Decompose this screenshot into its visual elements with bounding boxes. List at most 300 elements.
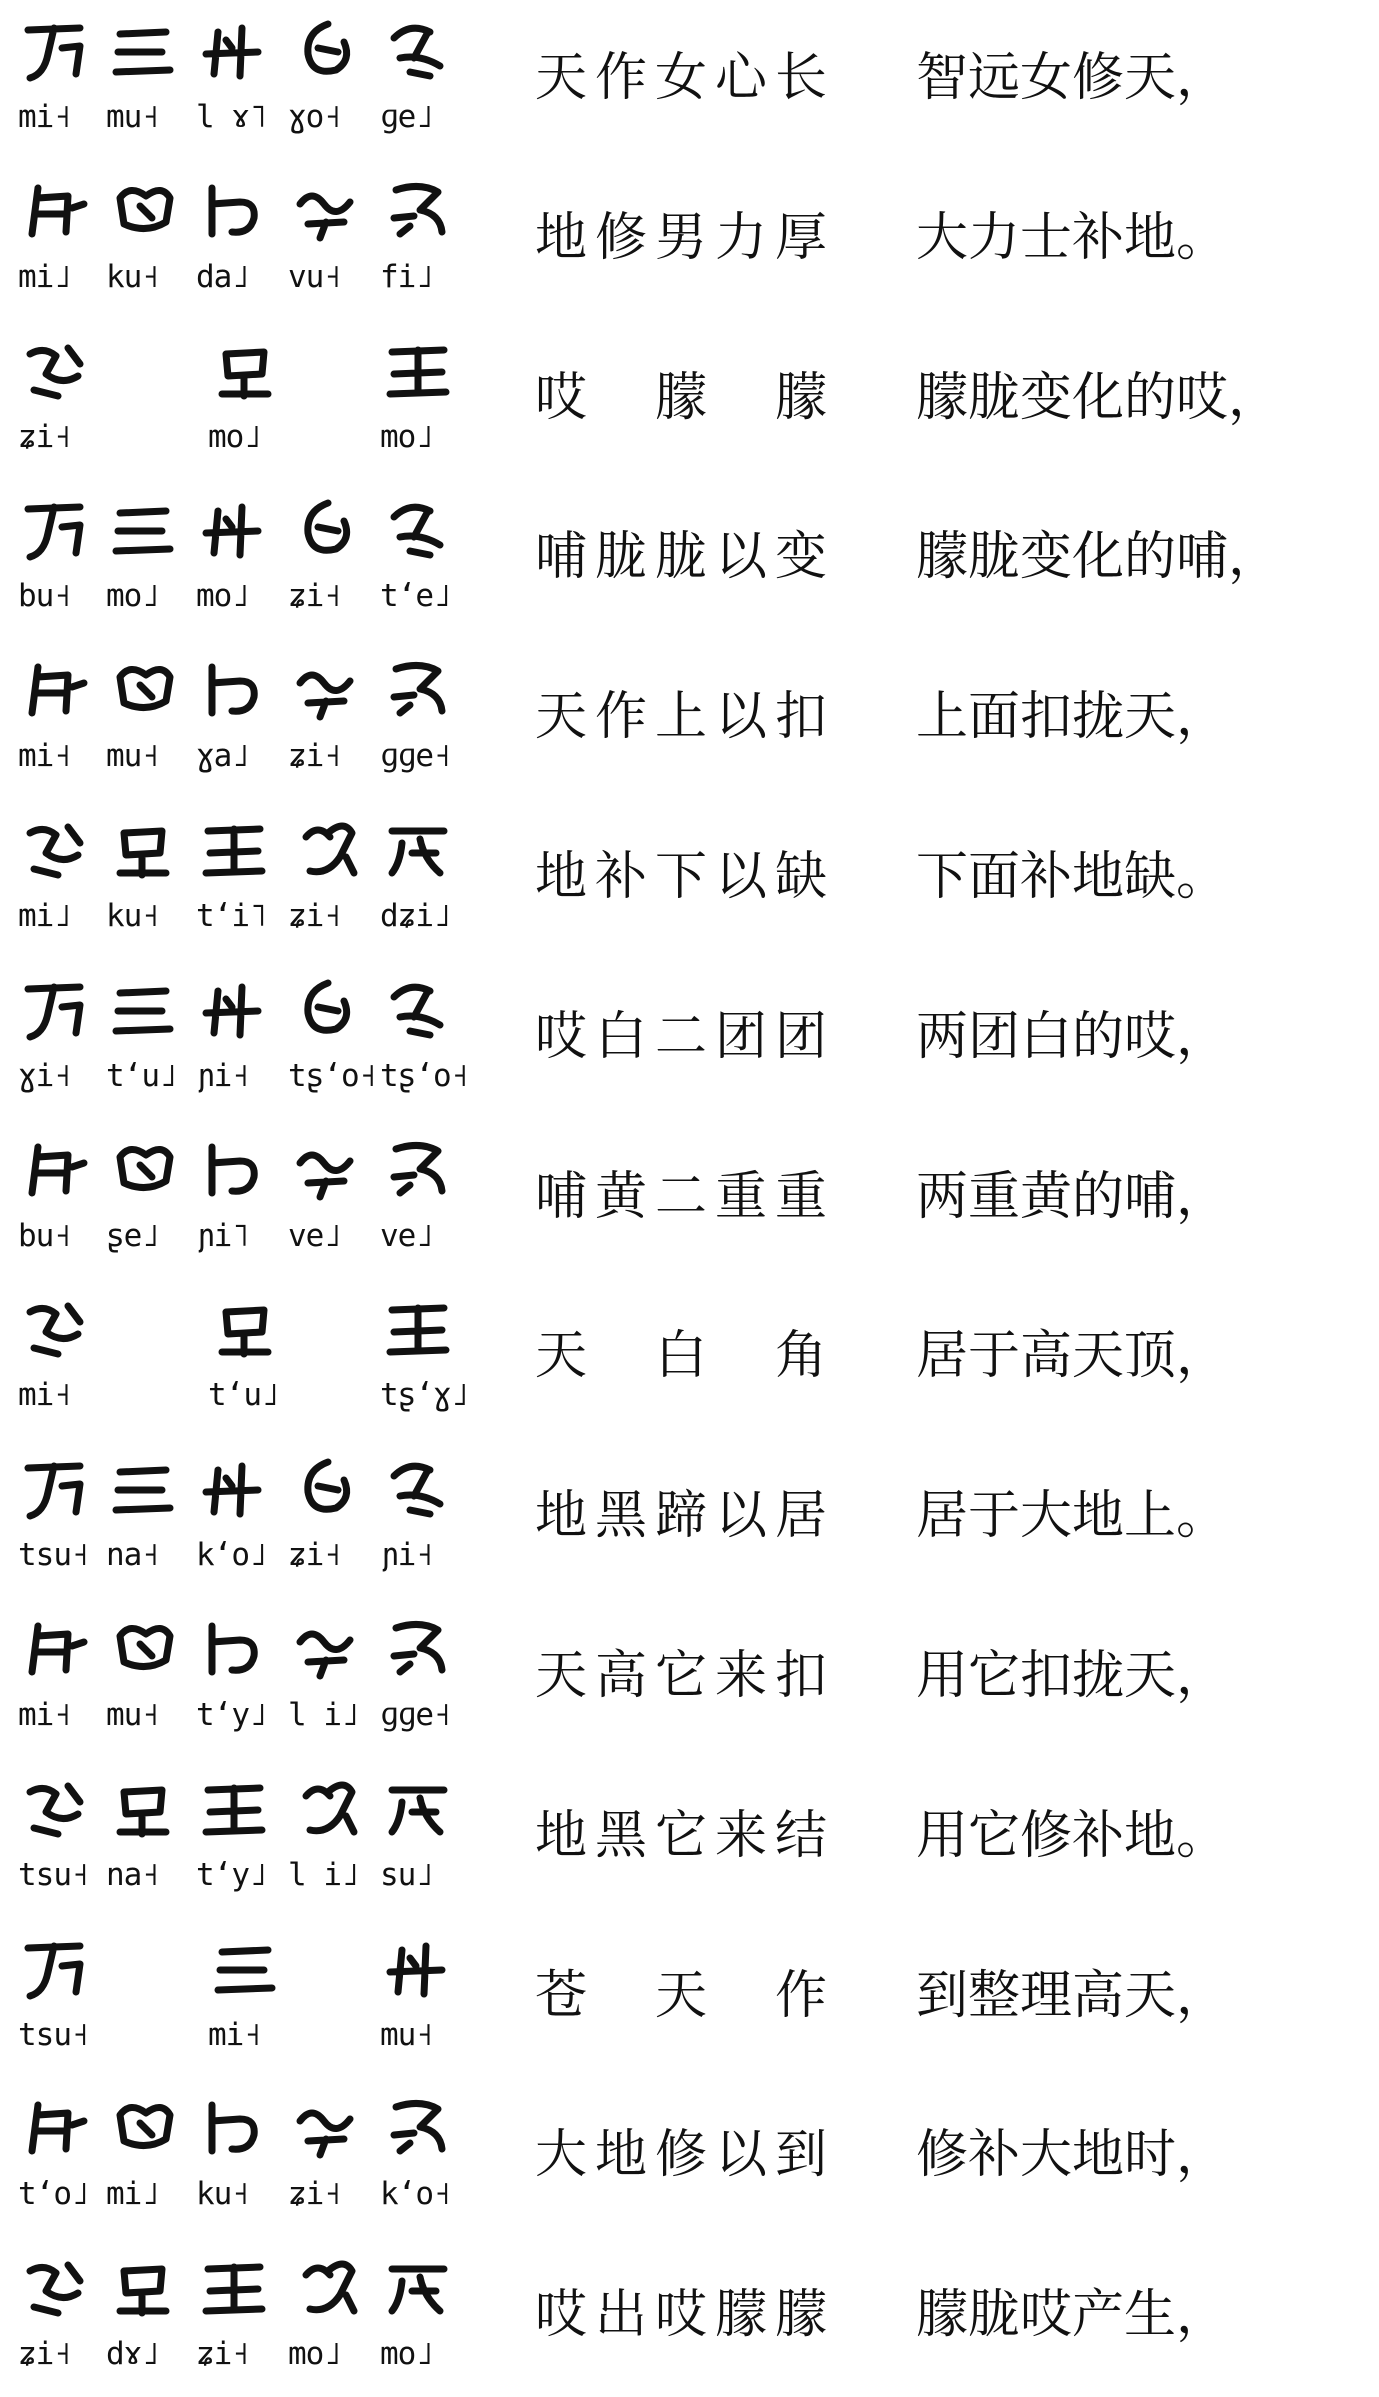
yi-glyph-drawing bbox=[18, 1452, 98, 1524]
gloss-character: 女 bbox=[654, 48, 709, 108]
yi-glyph-drawing bbox=[288, 1452, 368, 1524]
yi-line-block bbox=[18, 1292, 469, 1432]
romanization-syllable: mu˧ bbox=[380, 2016, 433, 2053]
yi-glyph bbox=[288, 2091, 368, 2163]
yi-glyph bbox=[18, 1772, 98, 1844]
chinese-gloss bbox=[532, 1165, 862, 1229]
romanization-syllable: tsu˧ bbox=[18, 1537, 89, 1574]
yi-glyph bbox=[380, 14, 460, 86]
verse-row bbox=[0, 639, 1379, 799]
yi-glyph bbox=[208, 334, 288, 406]
yi-glyph-line bbox=[18, 14, 458, 86]
romanization-syllable: mo˩ bbox=[106, 578, 159, 615]
romanization-syllable: su˩ bbox=[380, 1856, 433, 1893]
chinese-translation: 居于高天顶， bbox=[916, 1326, 1229, 1387]
yi-glyph bbox=[380, 2251, 460, 2323]
yi-glyph bbox=[380, 1612, 460, 1684]
yi-glyph-drawing bbox=[106, 1133, 186, 1205]
yi-glyph-drawing bbox=[208, 1292, 288, 1364]
romanization-syllable: mi˩ bbox=[18, 258, 71, 295]
romanization-line bbox=[18, 573, 458, 619]
gloss-character: 黑 bbox=[594, 1486, 649, 1547]
yi-glyph bbox=[288, 174, 368, 246]
yi-glyph-drawing bbox=[380, 334, 460, 406]
yi-glyph-drawing bbox=[288, 2091, 368, 2163]
yi-glyph bbox=[288, 2251, 368, 2323]
yi-glyph-line bbox=[18, 813, 458, 885]
yi-glyph-line bbox=[18, 653, 458, 725]
gloss-character: 天 bbox=[534, 48, 589, 108]
yi-glyph bbox=[380, 653, 460, 725]
yi-glyph-drawing bbox=[18, 653, 98, 725]
yi-glyph-drawing bbox=[18, 1292, 98, 1364]
yi-glyph bbox=[18, 14, 98, 86]
gloss-character: 白 bbox=[654, 1326, 709, 1387]
chinese-gloss bbox=[532, 845, 862, 909]
yi-glyph-drawing bbox=[106, 2251, 186, 2323]
yi-line-block bbox=[18, 1133, 458, 1273]
yi-glyph bbox=[106, 1133, 186, 1205]
gloss-character: 到 bbox=[774, 2125, 829, 2186]
yi-line-block bbox=[18, 813, 458, 953]
yi-glyph bbox=[18, 174, 98, 246]
yi-glyph bbox=[380, 174, 460, 246]
yi-glyph-drawing bbox=[380, 493, 460, 565]
romanization-syllable: ʑi˧ bbox=[18, 2336, 71, 2373]
yi-glyph-drawing bbox=[380, 1772, 460, 1844]
gloss-character: 地 bbox=[534, 1486, 589, 1547]
gloss-character: 居 bbox=[774, 1486, 829, 1547]
yi-glyph-drawing bbox=[18, 1932, 98, 2004]
chinese-translation: 用它扣拢天， bbox=[916, 1646, 1229, 1706]
yi-glyph-line bbox=[18, 2251, 458, 2323]
yi-glyph-drawing bbox=[106, 493, 186, 565]
romanization-syllable: tsu˧ bbox=[18, 2016, 89, 2053]
yi-glyph bbox=[288, 973, 368, 1045]
gloss-character: 修 bbox=[654, 2125, 709, 2186]
romanization-syllable: ʑi˧ bbox=[196, 2336, 249, 2373]
romanization-syllable: dʑi˩ bbox=[380, 898, 451, 934]
romanization-syllable: mi˧ bbox=[18, 738, 71, 775]
romanization-line bbox=[18, 1532, 458, 1578]
gloss-character: 哺 bbox=[534, 1166, 589, 1227]
yi-line-block bbox=[18, 2091, 458, 2231]
romanization-syllable: vu˧ bbox=[288, 258, 341, 295]
gloss-character: 朦 bbox=[774, 2285, 829, 2346]
yi-glyph bbox=[106, 1772, 186, 1844]
yi-glyph bbox=[196, 1772, 276, 1844]
romanization-syllable: na˧ bbox=[106, 1537, 159, 1574]
yi-line-block bbox=[18, 653, 458, 793]
verse-row bbox=[0, 2237, 1379, 2397]
yi-glyph bbox=[106, 174, 186, 246]
chinese-gloss bbox=[532, 1964, 862, 2028]
romanization-syllable: tʻo˩ bbox=[18, 2176, 89, 2213]
gloss-character: 重 bbox=[714, 1166, 769, 1227]
yi-glyph-drawing bbox=[196, 174, 276, 246]
yi-glyph-drawing bbox=[288, 493, 368, 565]
romanization-syllable: ʑi˧ bbox=[288, 578, 341, 615]
romanization-syllable: tʻy˩ bbox=[196, 1856, 267, 1893]
yi-glyph-drawing bbox=[106, 813, 186, 885]
verse-row bbox=[0, 479, 1379, 639]
gloss-character: 哎 bbox=[534, 367, 589, 428]
yi-glyph-drawing bbox=[380, 1932, 460, 2004]
yi-glyph bbox=[18, 1292, 98, 1364]
romanization-line bbox=[18, 2012, 458, 2058]
yi-glyph bbox=[380, 1772, 460, 1844]
yi-glyph-drawing bbox=[18, 1612, 98, 1684]
yi-glyph-drawing bbox=[380, 1452, 460, 1524]
yi-glyph-drawing bbox=[380, 2251, 460, 2323]
romanization-syllable: ɡe˩ bbox=[380, 99, 433, 135]
chinese-gloss bbox=[532, 2123, 862, 2187]
yi-glyph-line bbox=[18, 1932, 458, 2004]
yi-glyph-drawing bbox=[18, 2091, 98, 2163]
romanization-syllable: ve˩ bbox=[288, 1217, 341, 1254]
chinese-translation: 居于大地上。 bbox=[916, 1486, 1229, 1547]
yi-line-block bbox=[18, 1932, 458, 2072]
yi-glyph-drawing bbox=[208, 1932, 288, 2004]
romanization-syllable: tʻy˩ bbox=[196, 1697, 267, 1733]
yi-glyph-drawing bbox=[106, 2091, 186, 2163]
yi-glyph-drawing bbox=[196, 1612, 276, 1684]
romanization-syllable: ku˧ bbox=[106, 898, 159, 934]
gloss-character: 变 bbox=[774, 527, 829, 588]
gloss-character: 长 bbox=[774, 48, 829, 108]
yi-glyph-drawing bbox=[196, 2251, 276, 2323]
romanization-syllable: ʑi˧ bbox=[288, 2176, 341, 2213]
yi-glyph bbox=[380, 493, 460, 565]
verse-row bbox=[0, 160, 1379, 320]
yi-glyph bbox=[288, 1772, 368, 1844]
yi-glyph bbox=[18, 2251, 98, 2323]
romanization-syllable: ɲi˥ bbox=[196, 1217, 249, 1254]
chinese-translation: 智远女修天， bbox=[916, 48, 1229, 108]
verse-row bbox=[0, 1758, 1379, 1918]
romanization-syllable: mi˧ bbox=[18, 1697, 71, 1733]
yi-glyph bbox=[106, 14, 186, 86]
yi-glyph-drawing bbox=[106, 174, 186, 246]
yi-glyph-line bbox=[18, 1772, 458, 1844]
gloss-character: 修 bbox=[594, 207, 649, 268]
romanization-syllable: ʂe˩ bbox=[106, 1217, 159, 1254]
romanization-syllable: bu˧ bbox=[18, 578, 71, 615]
yi-glyph bbox=[196, 14, 276, 86]
yi-glyph-drawing bbox=[288, 1612, 368, 1684]
romanization-syllable: tsu˧ bbox=[18, 1856, 89, 1893]
yi-glyph-drawing bbox=[288, 14, 368, 86]
yi-glyph-line bbox=[18, 2091, 458, 2163]
romanization-line bbox=[18, 2171, 458, 2217]
gloss-character: 地 bbox=[534, 1805, 589, 1866]
yi-glyph bbox=[18, 1133, 98, 1205]
gloss-character: 哎 bbox=[654, 2285, 709, 2346]
yi-glyph bbox=[288, 653, 368, 725]
chinese-gloss bbox=[532, 46, 862, 110]
romanization-line bbox=[18, 254, 458, 300]
gloss-character: 朦 bbox=[774, 367, 829, 428]
yi-glyph bbox=[106, 1612, 186, 1684]
gloss-character: 扣 bbox=[774, 1646, 829, 1706]
gloss-character: 二 bbox=[654, 1166, 709, 1227]
yi-glyph-drawing bbox=[18, 334, 98, 406]
chinese-gloss bbox=[532, 685, 862, 749]
yi-glyph bbox=[18, 2091, 98, 2163]
yi-glyph-drawing bbox=[18, 2251, 98, 2323]
yi-glyph-drawing bbox=[196, 653, 276, 725]
gloss-character: 地 bbox=[534, 847, 589, 907]
yi-glyph-line bbox=[18, 493, 458, 565]
gloss-character: 天 bbox=[534, 1646, 589, 1706]
gloss-character: 男 bbox=[654, 207, 709, 268]
yi-glyph bbox=[380, 1932, 460, 2004]
romanization-syllable: ɡɡe˧ bbox=[380, 738, 451, 775]
romanization-syllable: mi˧ bbox=[18, 1377, 71, 1414]
chinese-gloss bbox=[532, 1484, 862, 1548]
verse-row bbox=[0, 2077, 1379, 2237]
yi-glyph bbox=[196, 493, 276, 565]
gloss-character: 二 bbox=[654, 1006, 709, 1067]
gloss-character: 哎 bbox=[534, 1006, 589, 1067]
romanization-syllable: ɣi˧ bbox=[18, 1057, 71, 1094]
gloss-character: 作 bbox=[594, 48, 649, 108]
gloss-character: 天 bbox=[654, 1965, 709, 2026]
yi-glyph bbox=[106, 973, 186, 1045]
yi-glyph bbox=[106, 493, 186, 565]
romanization-syllable: mu˧ bbox=[106, 99, 159, 135]
romanization-syllable: mo˩ bbox=[288, 2336, 341, 2373]
yi-glyph-drawing bbox=[106, 1612, 186, 1684]
gloss-character: 黄 bbox=[594, 1166, 649, 1227]
romanization-syllable: l i˩ bbox=[288, 1697, 359, 1733]
yi-glyph-drawing bbox=[208, 334, 288, 406]
yi-glyph bbox=[18, 493, 98, 565]
gloss-character: 出 bbox=[594, 2285, 649, 2346]
gloss-character: 朦 bbox=[714, 2285, 769, 2346]
yi-glyph bbox=[196, 174, 276, 246]
verse-row bbox=[0, 0, 1379, 160]
verse-row bbox=[0, 799, 1379, 959]
gloss-character: 以 bbox=[714, 527, 769, 588]
romanization-syllable: ɡɡe˧ bbox=[380, 1697, 451, 1733]
yi-glyph-line bbox=[18, 1292, 458, 1364]
romanization-syllable: mi˩ bbox=[106, 2176, 159, 2213]
chinese-translation: 上面扣拢天， bbox=[916, 687, 1229, 748]
romanization-syllable: ʑi˧ bbox=[18, 418, 71, 455]
romanization-syllable: ɣa˩ bbox=[196, 738, 249, 775]
yi-glyph-line bbox=[18, 174, 458, 246]
gloss-character: 它 bbox=[654, 1805, 709, 1866]
yi-glyph bbox=[18, 973, 98, 1045]
gloss-character: 地 bbox=[594, 2125, 649, 2186]
chinese-gloss bbox=[532, 366, 862, 430]
chinese-translation: 朦胧哎产生， bbox=[916, 2285, 1229, 2346]
romanization-syllable: mo˩ bbox=[208, 418, 261, 455]
chinese-gloss bbox=[532, 1324, 862, 1388]
romanization-syllable: tʂʻɣ˩ bbox=[380, 1377, 469, 1414]
gloss-character: 高 bbox=[594, 1646, 649, 1706]
romanization-line bbox=[18, 893, 458, 939]
romanization-line bbox=[18, 1372, 469, 1418]
chinese-translation: 两重黄的哺， bbox=[916, 1166, 1229, 1227]
romanization-syllable: l ɤ˥ bbox=[196, 99, 267, 135]
yi-line-block bbox=[18, 334, 458, 474]
yi-glyph bbox=[208, 1292, 288, 1364]
yi-glyph-drawing bbox=[380, 813, 460, 885]
yi-glyph bbox=[288, 1133, 368, 1205]
yi-glyph-drawing bbox=[18, 1772, 98, 1844]
yi-glyph-drawing bbox=[18, 973, 98, 1045]
chinese-gloss bbox=[532, 1644, 862, 1708]
romanization-syllable: tʂʻo˧ bbox=[288, 1057, 377, 1094]
romanization-syllable: tʻe˩ bbox=[380, 578, 451, 615]
gloss-character: 力 bbox=[714, 207, 769, 268]
yi-glyph-drawing bbox=[196, 493, 276, 565]
gloss-character: 扣 bbox=[774, 687, 829, 748]
gloss-character: 白 bbox=[594, 1006, 649, 1067]
yi-line-block bbox=[18, 14, 458, 154]
romanization-syllable: kʻo˩ bbox=[196, 1537, 267, 1574]
yi-glyph bbox=[196, 2251, 276, 2323]
gloss-character: 团 bbox=[714, 1006, 769, 1067]
yi-glyph bbox=[106, 2251, 186, 2323]
yi-glyph-drawing bbox=[196, 973, 276, 1045]
chinese-translation: 两团白的哎， bbox=[916, 1006, 1229, 1067]
verse-row bbox=[0, 959, 1379, 1119]
gloss-character: 角 bbox=[774, 1326, 829, 1387]
romanization-syllable: ku˧ bbox=[196, 2176, 249, 2213]
romanization-syllable: mu˧ bbox=[106, 738, 159, 775]
yi-glyph bbox=[196, 1452, 276, 1524]
gloss-character: 来 bbox=[714, 1805, 769, 1866]
romanization-syllable: ɲi˧ bbox=[380, 1537, 433, 1574]
chinese-translation: 朦胧变化的哎， bbox=[916, 367, 1281, 428]
yi-glyph-drawing bbox=[380, 653, 460, 725]
gloss-character: 天 bbox=[534, 687, 589, 748]
yi-line-block bbox=[18, 973, 469, 1113]
romanization-syllable: mo˩ bbox=[196, 578, 249, 615]
gloss-character: 来 bbox=[714, 1646, 769, 1706]
yi-glyph bbox=[380, 1452, 460, 1524]
romanization-syllable: mo˩ bbox=[380, 418, 433, 455]
romanization-syllable: mi˧ bbox=[18, 99, 71, 135]
gloss-character: 以 bbox=[714, 687, 769, 748]
yi-glyph-drawing bbox=[380, 2091, 460, 2163]
yi-glyph-line bbox=[18, 1133, 458, 1205]
yi-line-block bbox=[18, 1772, 458, 1912]
romanization-line bbox=[18, 2331, 458, 2377]
gloss-character: 缺 bbox=[774, 847, 829, 907]
gloss-character: 团 bbox=[774, 1006, 829, 1067]
yi-glyph-line bbox=[18, 334, 458, 406]
romanization-syllable: ʑi˧ bbox=[288, 738, 341, 775]
verse-row bbox=[0, 1438, 1379, 1598]
yi-glyph bbox=[380, 813, 460, 885]
yi-glyph bbox=[208, 1932, 288, 2004]
gloss-character: 它 bbox=[654, 1646, 709, 1706]
yi-glyph bbox=[18, 1452, 98, 1524]
gloss-character: 哎 bbox=[534, 2285, 589, 2346]
gloss-character: 天 bbox=[534, 1326, 589, 1387]
gloss-character: 蹄 bbox=[654, 1486, 709, 1547]
romanization-syllable: tʻi˥ bbox=[196, 898, 267, 934]
yi-glyph bbox=[288, 1452, 368, 1524]
yi-glyph-drawing bbox=[106, 1452, 186, 1524]
romanization-syllable: tʂʻo˧ bbox=[380, 1057, 469, 1094]
gloss-character: 哺 bbox=[534, 527, 589, 588]
yi-glyph bbox=[380, 1133, 460, 1205]
yi-glyph bbox=[288, 493, 368, 565]
gloss-character: 胧 bbox=[594, 527, 649, 588]
chinese-gloss bbox=[532, 2283, 862, 2347]
chinese-translation: 朦胧变化的哺， bbox=[916, 527, 1281, 588]
yi-glyph bbox=[196, 2091, 276, 2163]
chinese-translation: 用它修补地。 bbox=[916, 1805, 1229, 1866]
yi-glyph bbox=[380, 334, 460, 406]
yi-glyph bbox=[18, 1932, 98, 2004]
yi-glyph bbox=[196, 813, 276, 885]
romanization-line bbox=[18, 1692, 458, 1738]
yi-line-block bbox=[18, 2251, 458, 2391]
gloss-character: 以 bbox=[714, 847, 769, 907]
yi-glyph-drawing bbox=[196, 2091, 276, 2163]
yi-glyph-drawing bbox=[18, 14, 98, 86]
yi-glyph-drawing bbox=[288, 2251, 368, 2323]
yi-glyph-drawing bbox=[18, 813, 98, 885]
romanization-syllable: ʑi˧ bbox=[288, 1537, 341, 1574]
yi-glyph-drawing bbox=[288, 1133, 368, 1205]
verse-row bbox=[0, 1278, 1379, 1438]
gloss-character: 朦 bbox=[654, 367, 709, 428]
yi-glyph bbox=[18, 1612, 98, 1684]
romanization-syllable: dɤ˩ bbox=[106, 2336, 159, 2373]
chinese-gloss bbox=[532, 206, 862, 270]
yi-glyph bbox=[106, 1452, 186, 1524]
chinese-gloss bbox=[532, 1804, 862, 1868]
yi-glyph bbox=[196, 1612, 276, 1684]
romanization-line bbox=[18, 94, 458, 140]
romanization-line bbox=[18, 414, 458, 460]
yi-glyph-drawing bbox=[196, 1772, 276, 1844]
yi-glyph-drawing bbox=[288, 1772, 368, 1844]
yi-glyph bbox=[380, 2091, 460, 2163]
gloss-character: 地 bbox=[534, 207, 589, 268]
romanization-syllable: kʻo˧ bbox=[380, 2176, 451, 2213]
yi-glyph bbox=[106, 653, 186, 725]
yi-glyph bbox=[18, 653, 98, 725]
romanization-syllable: mi˧ bbox=[208, 2016, 261, 2053]
verse-row bbox=[0, 1119, 1379, 1279]
gloss-character: 下 bbox=[654, 847, 709, 907]
yi-glyph-drawing bbox=[18, 174, 98, 246]
yi-glyph bbox=[380, 1292, 460, 1364]
yi-glyph-drawing bbox=[380, 1133, 460, 1205]
yi-glyph-drawing bbox=[288, 653, 368, 725]
yi-glyph-line bbox=[18, 1612, 458, 1684]
chinese-translation: 大力士补地。 bbox=[916, 207, 1229, 268]
chinese-translation: 下面补地缺。 bbox=[916, 847, 1229, 907]
romanization-syllable: mi˩ bbox=[18, 898, 71, 934]
yi-glyph-drawing bbox=[196, 1133, 276, 1205]
yi-line-block bbox=[18, 1612, 458, 1752]
yi-glyph-drawing bbox=[288, 973, 368, 1045]
gloss-character: 厚 bbox=[774, 207, 829, 268]
yi-glyph-drawing bbox=[380, 1292, 460, 1364]
yi-line-block bbox=[18, 493, 458, 633]
gloss-character: 重 bbox=[774, 1166, 829, 1227]
yi-glyph bbox=[380, 973, 460, 1045]
